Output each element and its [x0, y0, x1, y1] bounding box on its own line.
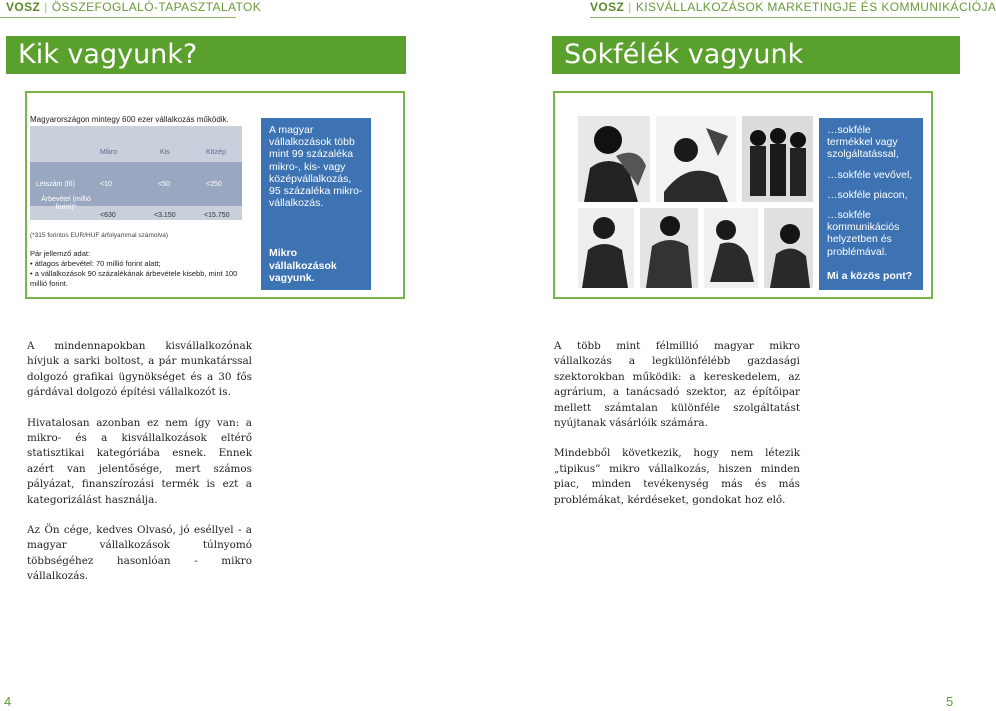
table-col-header: Mikro: [100, 149, 118, 156]
section-label: ÖSSZEFOGLALÓ-TAPASZTALATOK: [51, 0, 262, 14]
table-cell: <15.750: [204, 212, 230, 219]
table-cell: <250: [206, 181, 222, 188]
list-item: …sokféle termékkel vagy szolgáltatással,: [827, 124, 899, 161]
table-cell: <630: [100, 212, 116, 219]
key-figures: [30, 249, 250, 289]
callout-strong: Mikro vállalkozások vagyunk.: [269, 247, 337, 284]
paragraph: Mindebből következik, hogy nem létezik „tipikus” mikro vállalkozás, hiszen minden piac, minden tevékenység más és más problémákat, kérdéseket, gondokat hoz elő.: [554, 447, 800, 506]
left-title-banner: [6, 36, 406, 74]
header-rule: [590, 17, 960, 18]
paragraph: Hivatalosan azonban ez nem így van: a mikro- és a kisvállalkozások eltérő statisztikai kategóriába esnek. Ennek azért van jelentősége, mert számos pályázat, finanszírozási termék is ezt a kategorizálást használja.: [27, 416, 252, 506]
key-figures-title: Pár jellemző adat:: [30, 249, 91, 258]
list-item: …sokféle kommunikációs helyzetben és problémával.: [827, 209, 900, 258]
table-cell: <3.150: [154, 212, 176, 219]
table-col-header: Közép: [206, 149, 226, 156]
brand-label: VOSZ: [590, 0, 625, 14]
list-item: • a vállalkozások 90 százalékának árbevétele kisebb, mint 100 millió forint.: [30, 269, 238, 288]
right-running-header: VOSZ | KISVÁLLALKOZÁSOK MARKETINGJE ÉS KOMMUNIKÁCIÓJA: [590, 0, 996, 14]
paragraph: A több mint félmillió magyar mikro vállalkozás a legkülönfélébb gazdasági szektorokban működik: a kereskedelem, az agrárium, a tanácsadó szektor, az építőipar mellett számtalan különféle szolgáltatást nyújtanak vásárlóik számára.: [554, 340, 800, 430]
right-body-text: [554, 339, 800, 523]
paragraph: Az Ön cége, kedves Olvasó, jó eséllyel - a magyar vállalkozások túlnyomó többségéhez hasonlóan - mikro vállalkozás.: [27, 524, 252, 583]
table-row-label: Árbevétel (millió forint)*: [41, 196, 91, 211]
list-item: …sokféle vevővel,: [827, 168, 913, 181]
right-title-banner: [552, 36, 960, 74]
callout-text: A magyar vállalkozások több mint 99 százaléka mikro-, kis- vagy középvállalkozás, 95 százaléka mikro-vállalkozás.: [269, 124, 363, 210]
table-footnote: (*315 forintos EUR/HUF árfolyammal számolva): [30, 232, 168, 239]
section-label: KISVÁLLALKOZÁSOK MARKETINGJE ÉS KOMMUNIKÁCIÓJA: [635, 0, 996, 14]
left-body-text: [27, 339, 252, 600]
left-running-header: VOSZ | ÖSSZEFOGLALÓ-TAPASZTALATOK: [6, 0, 262, 14]
table-col-header: Kis: [160, 149, 170, 156]
size-category-table: [30, 126, 242, 220]
panel-intro: Magyarországon mintegy 600 ezer vállalkozás működik.: [30, 115, 229, 124]
left-blue-callout: [261, 118, 371, 290]
people-collage-graphic: [578, 116, 813, 288]
brand-label: VOSZ: [6, 0, 41, 14]
callout-strong: Mi a közös pont?: [827, 269, 913, 282]
header-rule: [0, 17, 236, 18]
table-cell: <10: [100, 181, 112, 188]
table-row-label: Létszám (fő): [36, 181, 75, 188]
list-item: • átlagos árbevétel: 70 millió forint alatt;: [30, 259, 161, 268]
page-title: Kik vagyunk?: [18, 39, 198, 70]
list-item: …sokféle piacon,: [827, 188, 908, 201]
right-blue-callout: [819, 118, 923, 290]
paragraph: A mindennapokban kisvállalkozónak hívjuk a sarki boltost, a pár munkatárssal dolgozó grafikai ügynökséget és a 30 fős gárdával dolgozó építési vállalkozót is.: [27, 340, 252, 399]
page-number: 4: [4, 694, 12, 709]
page-number: 5: [946, 694, 954, 709]
collage-image: [578, 116, 813, 288]
table-cell: <50: [158, 181, 170, 188]
page-title: Sokfélék vagyunk: [564, 39, 804, 70]
